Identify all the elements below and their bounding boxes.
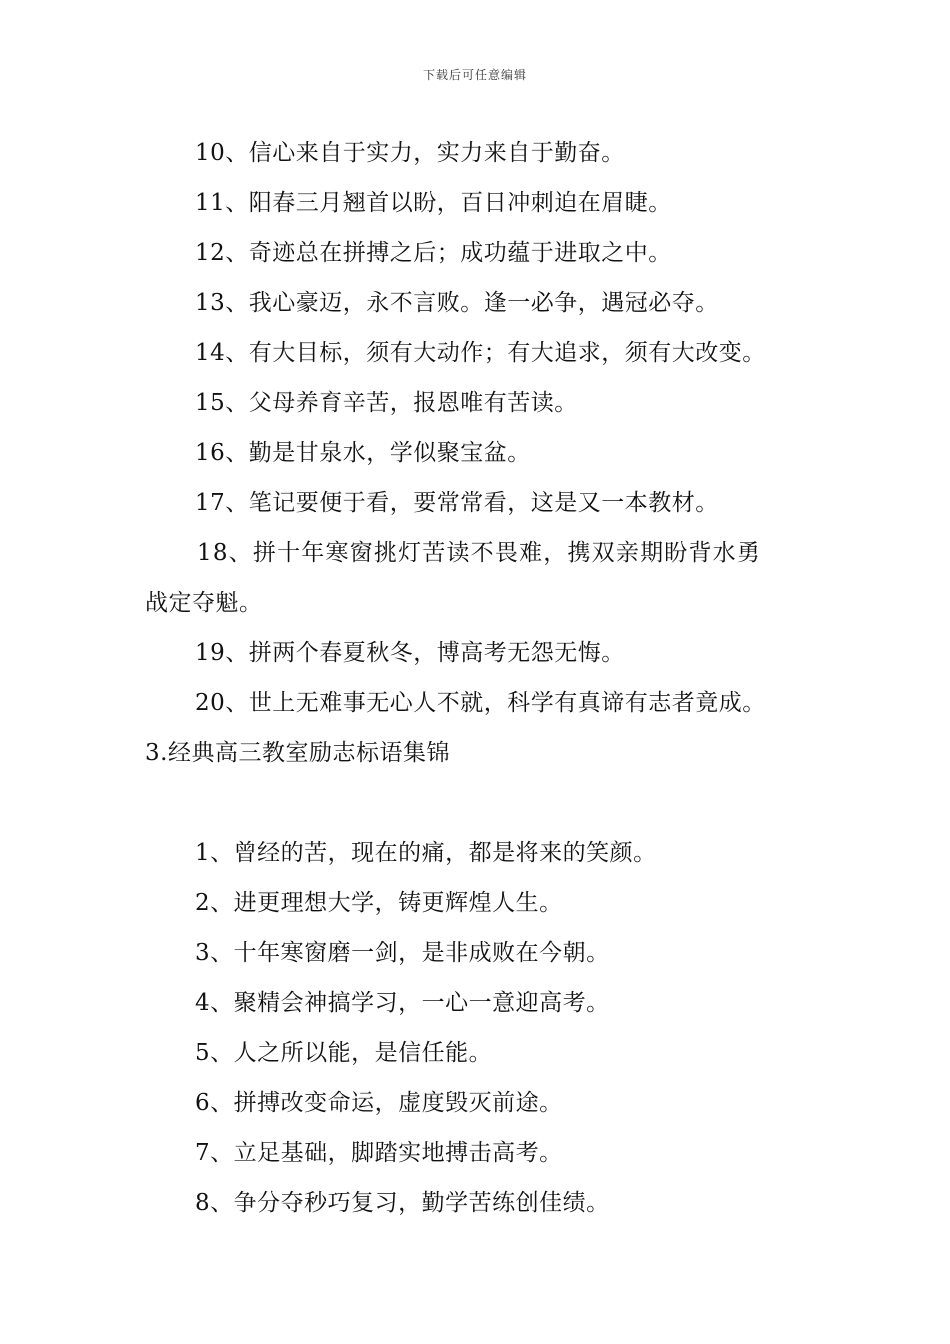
list-item: 13、我心豪迈，永不言败。逢一必争，遇冠必夺。: [195, 290, 719, 316]
blank-line: [145, 778, 810, 828]
document-body: [145, 128, 810, 1228]
list-item: 1、曾经的苦，现在的痛，都是将来的笑颜。: [195, 840, 657, 866]
section-heading: 3.经典高三教室励志标语集锦: [145, 740, 450, 766]
list-item: 14、有大目标，须有大动作；有大追求，须有大改变。: [195, 340, 766, 366]
list-item: 2、进更理想大学，铸更辉煌人生。: [195, 890, 563, 916]
list-item: 20、世上无难事无心人不就，科学有真谛有志者竟成。: [195, 690, 766, 716]
list-item: 16、勤是甘泉水，学似聚宝盆。: [195, 440, 531, 466]
page-header-note: 下载后可任意编辑: [422, 68, 527, 82]
list-item: 7、立足基础，脚踏实地搏击高考。: [195, 1140, 563, 1166]
list-item: 8、争分夺秒巧复习，勤学苦练创佳绩。: [195, 1190, 610, 1216]
list-item: 15、父母养育辛苦，报恩唯有苦读。: [195, 390, 578, 416]
list-item: 19、拼两个春夏秋冬，博高考无怨无悔。: [195, 640, 625, 666]
list-item-18-line1: 18、拼十年寒窗挑灯苦读不畏难，携双亲期盼背水勇: [197, 540, 762, 566]
list-item: 17、笔记要便于看，要常常看，这是又一本教材。: [195, 490, 719, 516]
list-item-18-line2: 战定夺魁。: [145, 590, 263, 616]
list-item: 5、人之所以能，是信任能。: [195, 1040, 493, 1066]
list-item: 11、阳春三月翘首以盼，百日冲刺迫在眉睫。: [195, 190, 672, 216]
list-item: 4、聚精会神搞学习，一心一意迎高考。: [195, 990, 610, 1016]
list-item: 10、信心来自于实力，实力来自于勤奋。: [195, 140, 625, 166]
list-item: 3、十年寒窗磨一剑，是非成败在今朝。: [195, 940, 610, 966]
list-item: 6、拼搏改变命运，虚度毁灭前途。: [195, 1090, 563, 1116]
list-item: 12、奇迹总在拼搏之后；成功蕴于进取之中。: [195, 240, 672, 266]
